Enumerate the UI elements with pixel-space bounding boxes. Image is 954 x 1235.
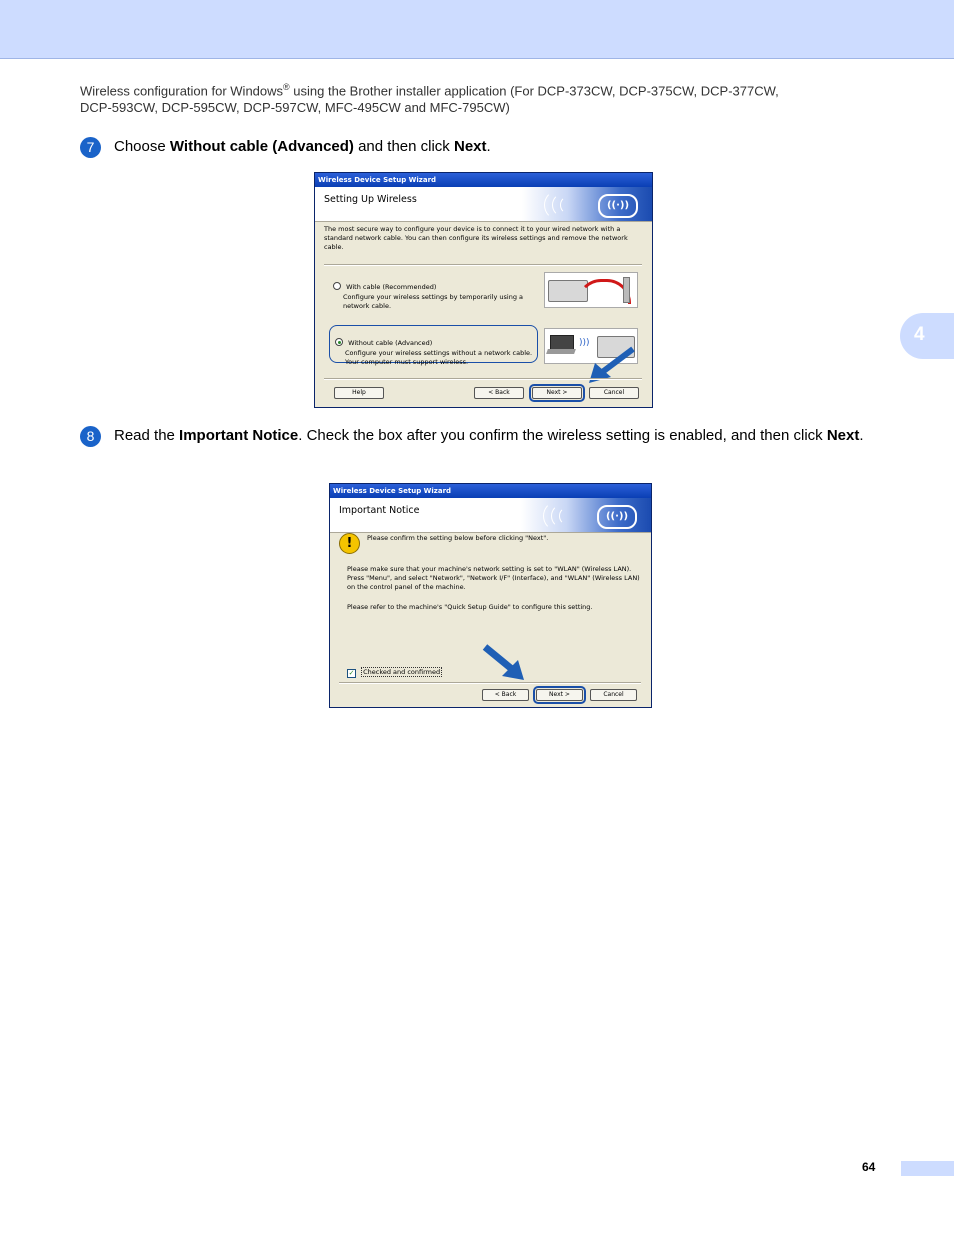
- page-number-bar: [901, 1161, 954, 1176]
- wireless-wave-graphic: [522, 187, 652, 221]
- wireless-wave-graphic: [521, 498, 651, 532]
- dialog-intro-text: The most secure way to configure your device is to connect it to your wired network with a standard network cable. You can then configure its wireless settings and remove the network cable.: [324, 225, 628, 251]
- pointer-arrow-icon: [480, 642, 528, 684]
- wizard-dialog-setting-up-wireless: [314, 172, 653, 408]
- option-without-cable-desc: Configure your wireless settings without a network cable. Your computer must support wireless.: [345, 349, 533, 366]
- dialog-banner: [330, 498, 651, 533]
- next-button[interactable]: Next >: [532, 387, 582, 399]
- warning-icon: !: [339, 533, 360, 554]
- dialog-banner: [315, 187, 652, 222]
- notice-paragraph-2: Please refer to the machine's "Quick Setup Guide" to configure this setting.: [347, 603, 593, 611]
- step-7-t1: Choose: [114, 138, 170, 155]
- step-8-t2: . Check the box after you confirm the wireless setting is enabled, and then click: [298, 427, 827, 444]
- confirm-checkbox-row[interactable]: [347, 659, 442, 678]
- step-8-badge: 8: [80, 426, 101, 447]
- step-8-t3: .: [859, 427, 864, 444]
- header-line1-b: using the Brother installer application (For DCP-373CW, DCP-375CW, DCP-377CW,: [289, 83, 779, 99]
- separator: [324, 378, 642, 380]
- confirm-checkbox-label[interactable]: Checked and confirmed: [363, 668, 441, 676]
- chapter-tab: [900, 313, 954, 359]
- step-8-text: [114, 426, 900, 446]
- step-7-badge: 7: [80, 137, 101, 158]
- option-with-cable-title: With cable (Recommended): [346, 283, 437, 291]
- step-8-t1: Read the: [114, 427, 180, 444]
- help-button[interactable]: Help: [334, 387, 384, 399]
- option-without-cable-title: Without cable (Advanced): [348, 339, 433, 347]
- step-7: [80, 137, 900, 157]
- separator: [324, 264, 642, 266]
- dialog-banner-title: Setting Up Wireless: [324, 194, 417, 205]
- next-button[interactable]: Next >: [536, 689, 583, 701]
- back-button[interactable]: < Back: [482, 689, 529, 701]
- radio-with-cable[interactable]: [333, 282, 341, 290]
- step-7-text: [114, 137, 900, 157]
- back-button[interactable]: < Back: [474, 387, 524, 399]
- wizard-dialog-important-notice: [329, 483, 652, 708]
- option-without-cable[interactable]: [335, 330, 535, 367]
- registered-mark: ®: [283, 82, 290, 92]
- notice-paragraph-1: Please make sure that your machine's network setting is set to "WLAN" (Wireless LAN). Press "Menu", and select "Network", "Network I/F" (Interface), and "WLAN" (Wireless LAN) on the control panel of the machine.: [347, 565, 640, 591]
- running-header: [80, 79, 880, 116]
- top-header-band: [0, 0, 954, 59]
- option-with-cable-desc: Configure your wireless settings by temporarily using a network cable.: [343, 293, 524, 310]
- wireless-logo-icon: ((·)): [598, 194, 638, 218]
- dialog-titlebar: Wireless Device Setup Wizard: [315, 173, 652, 187]
- dialog-titlebar: Wireless Device Setup Wizard: [330, 484, 651, 498]
- step-7-bold-next: Next: [453, 138, 487, 155]
- step-7-t3: .: [486, 138, 491, 155]
- page-number: 64: [862, 1160, 876, 1174]
- printer-cable-illustration: [544, 272, 638, 308]
- step-8-bold-notice: Important Notice: [179, 427, 299, 444]
- cancel-button[interactable]: Cancel: [589, 387, 639, 399]
- confirm-checkbox[interactable]: ✓: [348, 669, 355, 677]
- warning-text: Please confirm the setting below before clicking "Next".: [367, 534, 549, 542]
- chapter-number: 4: [914, 324, 925, 345]
- step-8: [80, 426, 900, 446]
- option-with-cable[interactable]: [333, 274, 533, 311]
- radio-without-cable[interactable]: [335, 338, 343, 346]
- step-8-bold-next: Next: [826, 427, 860, 444]
- separator: [339, 682, 641, 684]
- header-line1-a: Wireless configuration for Windows: [80, 83, 284, 99]
- laptop-wireless-illustration: ))): [544, 328, 638, 364]
- wireless-logo-icon: ((·)): [597, 505, 637, 529]
- header-line2: DCP-593CW, DCP-595CW, DCP-597CW, MFC-495CW and MFC-795CW): [80, 100, 510, 116]
- dialog-banner-title: Important Notice: [339, 505, 420, 516]
- cancel-button[interactable]: Cancel: [590, 689, 637, 701]
- step-7-t2: and then click: [353, 138, 454, 155]
- step-7-bold-option: Without cable (Advanced): [169, 138, 354, 155]
